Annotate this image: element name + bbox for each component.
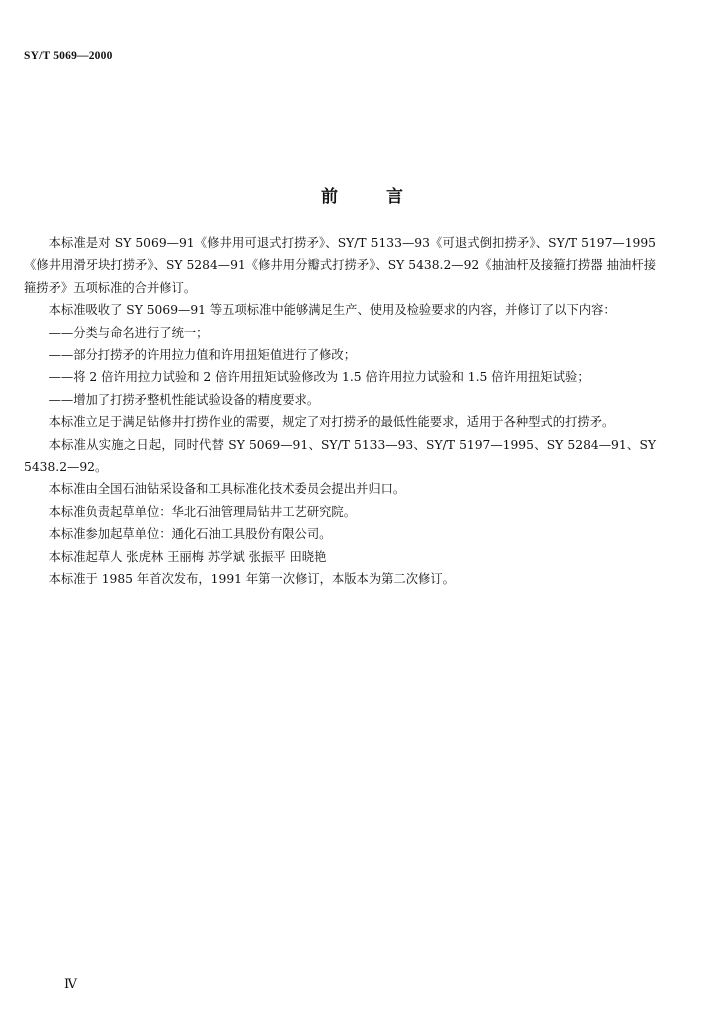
- paragraph-drafting-unit: 本标准负责起草单位：华北石油管理局钻井工艺研究院。: [48, 504, 357, 519]
- page-title: [0, 182, 724, 207]
- foreword-body: [24, 232, 656, 591]
- paragraph-scope: 本标准立足于满足钻修井打捞作业的需要，规定了对打捞矛的最低性能要求，适用于各种型式的打捞矛。: [48, 415, 615, 430]
- paragraph-replaces: 本标准从实施之日起，同时代替 SY 5069—91、SY/T 5133—93、SY/T 5197—1995、SY 5284—91、SY 5438.2—92。: [24, 437, 656, 475]
- page-title-part1: 前: [321, 187, 338, 207]
- list-item-classification: ——分类与命名进行了统一；: [48, 325, 209, 340]
- page-number: Ⅳ: [64, 976, 77, 991]
- list-item-allowable-values: ——部分打捞矛的许用拉力值和许用扭矩值进行了修改；: [48, 348, 357, 363]
- paragraph-merge-statement: 本标准是对 SY 5069—91《修井用可退式打捞矛》、SY/T 5133—93《可退式倒扣捞矛》、SY/T 5197—1995《修井用滑牙块打捞矛》、SY 5284—91《修井用分瓣式打捞矛》、SY 5438.2—92《抽油杆及接箍打捞器 抽油杆接箍捞矛》五项标准的合并修订。: [24, 236, 656, 295]
- paragraph-absorbed-content: 本标准吸收了 SY 5069—91 等五项标准中能够满足生产、使用及检验要求的内容，并修订了以下内容：: [48, 303, 616, 318]
- paragraph-proposed-by: 本标准由全国石油钻采设备和工具标准化技术委员会提出并归口。: [48, 482, 406, 497]
- page-title-part2: 言: [386, 187, 403, 207]
- paragraph-participating-unit: 本标准参加起草单位：通化石油工具股份有限公司。: [48, 527, 332, 542]
- standard-code-header: SY/T 5069—2000: [24, 50, 113, 62]
- paragraph-history: 本标准于 1985 年首次发布，1991 年第一次修订，本版本为第二次修订。: [48, 572, 455, 587]
- list-item-test-modification: ——将 2 倍许用拉力试验和 2 倍许用扭矩试验修改为 1.5 倍许用拉力试验和 1.5 倍许用扭矩试验；: [48, 370, 590, 385]
- paragraph-drafters: 本标准起草人 张虎林 王丽梅 苏学斌 张振平 田晓艳: [48, 549, 327, 564]
- list-item-equipment-precision: ——增加了打捞矛整机性能试验设备的精度要求。: [48, 392, 320, 407]
